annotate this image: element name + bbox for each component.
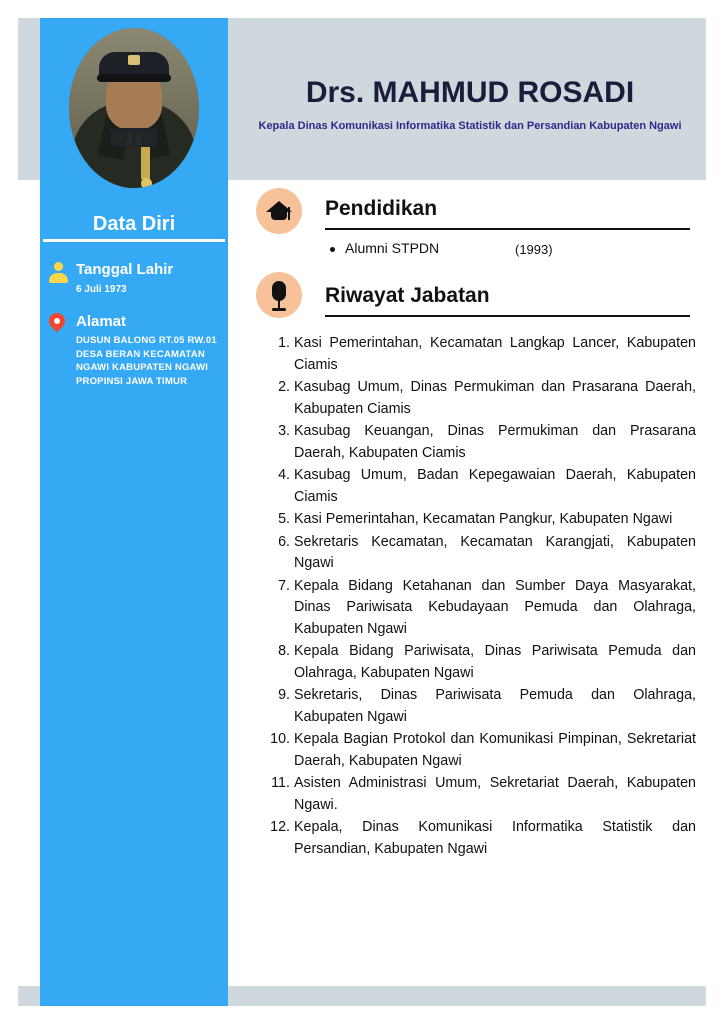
page-subtitle: Kepala Dinas Komunikasi Informatika Statistik dan Persandian Kabupaten Ngawi: [258, 120, 682, 132]
decorative-band-bottom: [228, 986, 706, 1006]
avatar-medal-ribbon: [141, 146, 150, 180]
list-item-number: 6.: [278, 533, 290, 550]
avatar-cap-brim: [97, 74, 171, 82]
list-item-number: 8.: [278, 643, 290, 659]
list-item-number: 4.: [278, 467, 290, 483]
list-item: [268, 532, 696, 575]
glasses-icon: [110, 128, 158, 143]
riwayat-divider: [325, 315, 690, 317]
glasses-lens-right: [134, 131, 157, 147]
riwayat-list: [268, 333, 696, 861]
education-item-year: (1993): [515, 242, 553, 257]
list-item-number: 11.: [271, 775, 290, 791]
graduation-cap-tassel: [288, 207, 290, 220]
riwayat-title: Riwayat Jabatan: [325, 284, 490, 307]
list-item-number: 5.: [278, 511, 290, 527]
avatar: [69, 28, 199, 188]
decorative-block-top-left: [18, 18, 40, 180]
pendidikan-divider: [325, 228, 690, 230]
microphone-icon: [272, 281, 286, 301]
list-item-text: Asisten Administrasi Umum, Sekretariat Daerah, Kabupaten Ngawi.: [294, 775, 696, 813]
list-item-number: 12.: [270, 819, 290, 835]
list-item: [268, 729, 696, 772]
graduation-cap-base: [271, 212, 287, 220]
location-pin-icon: [49, 313, 65, 335]
list-item-text: Kepala Bagian Protokol dan Komunikasi Pimpinan, Sekretariat Daerah, Kabupaten Ngawi: [294, 731, 696, 769]
person-icon: [48, 262, 68, 284]
list-item-number: 7.: [278, 577, 290, 594]
birthdate-label: Tanggal Lahir: [76, 261, 174, 278]
sidebar-title-divider: [43, 239, 225, 242]
list-item: [268, 773, 696, 816]
list-item: [268, 641, 696, 684]
avatar-cap-badge: [128, 55, 140, 65]
pendidikan-title: Pendidikan: [325, 197, 438, 220]
list-item-text: Kasubag Umum, Dinas Permukiman dan Prasarana Daerah, Kabupaten Ciamis: [294, 379, 696, 417]
list-item-text: Kasubag Keuangan, Dinas Permukiman dan Prasarana Daerah, Kabupaten Ciamis: [294, 423, 696, 461]
birthdate-value: 6 Juli 1973: [76, 284, 127, 295]
glasses-lens-left: [111, 131, 134, 147]
list-item: [268, 333, 696, 376]
list-item-text: Kasi Pemerintahan, Kecamatan Pangkur, Kabupaten Ngawi: [294, 511, 673, 527]
list-item-text: Kepala, Dinas Komunikasi Informatika Statistik dan Persandian, Kabupaten Ngawi: [294, 819, 696, 857]
list-item: [268, 509, 696, 531]
list-item: [268, 465, 696, 508]
list-bullet: [330, 247, 335, 252]
list-item: [268, 377, 696, 420]
list-item: [268, 685, 696, 728]
list-item-text: Kepala Bidang Ketahanan dan Sumber Daya Masyarakat, Dinas Pariwisata Kebudayaan Pemuda dan Olahraga, Kabupaten Ngawi: [294, 577, 696, 637]
list-item-number: 1.: [278, 335, 290, 351]
list-item-text: Kepala Bidang Pariwisata, Dinas Pariwisata Pemuda dan Olahraga, Kabupaten Ngawi: [294, 643, 696, 681]
list-item-text: Sekretaris, Dinas Pariwisata Pemuda dan Olahraga, Kabupaten Ngawi: [294, 687, 696, 725]
list-item-number: 2.: [278, 379, 290, 395]
list-item-text: Sekretaris Kecamatan, Kecamatan Karangjati, Kabupaten Ngawi: [294, 533, 696, 571]
list-item-number: 3.: [278, 423, 290, 439]
education-item-text: Alumni STPDN: [345, 240, 440, 256]
list-item-number: 9.: [278, 687, 290, 703]
address-label: Alamat: [76, 313, 127, 330]
avatar-medal: [141, 178, 152, 188]
decorative-block-bottom-left: [18, 986, 40, 1006]
list-item: [268, 576, 696, 641]
list-item: [268, 817, 696, 860]
list-item-text: Kasubag Umum, Badan Kepegawaian Daerah, Kabupaten Ciamis: [294, 467, 696, 505]
list-item: [268, 421, 696, 464]
sidebar-title: Data Diri: [92, 213, 176, 235]
page-title: Drs. MAHMUD ROSADI: [305, 76, 635, 109]
list-item-number: 10.: [270, 731, 290, 747]
list-item-text: Kasi Pemerintahan, Kecamatan Langkap Lancer, Kabupaten Ciamis: [294, 335, 696, 373]
address-value: DUSUN BALONG RT.05 RW.01 DESA BERAN KECAMATAN NGAWI KABUPATEN NGAWI PROPINSI JAWA TIMUR: [76, 335, 217, 387]
microphone-base: [272, 308, 286, 311]
